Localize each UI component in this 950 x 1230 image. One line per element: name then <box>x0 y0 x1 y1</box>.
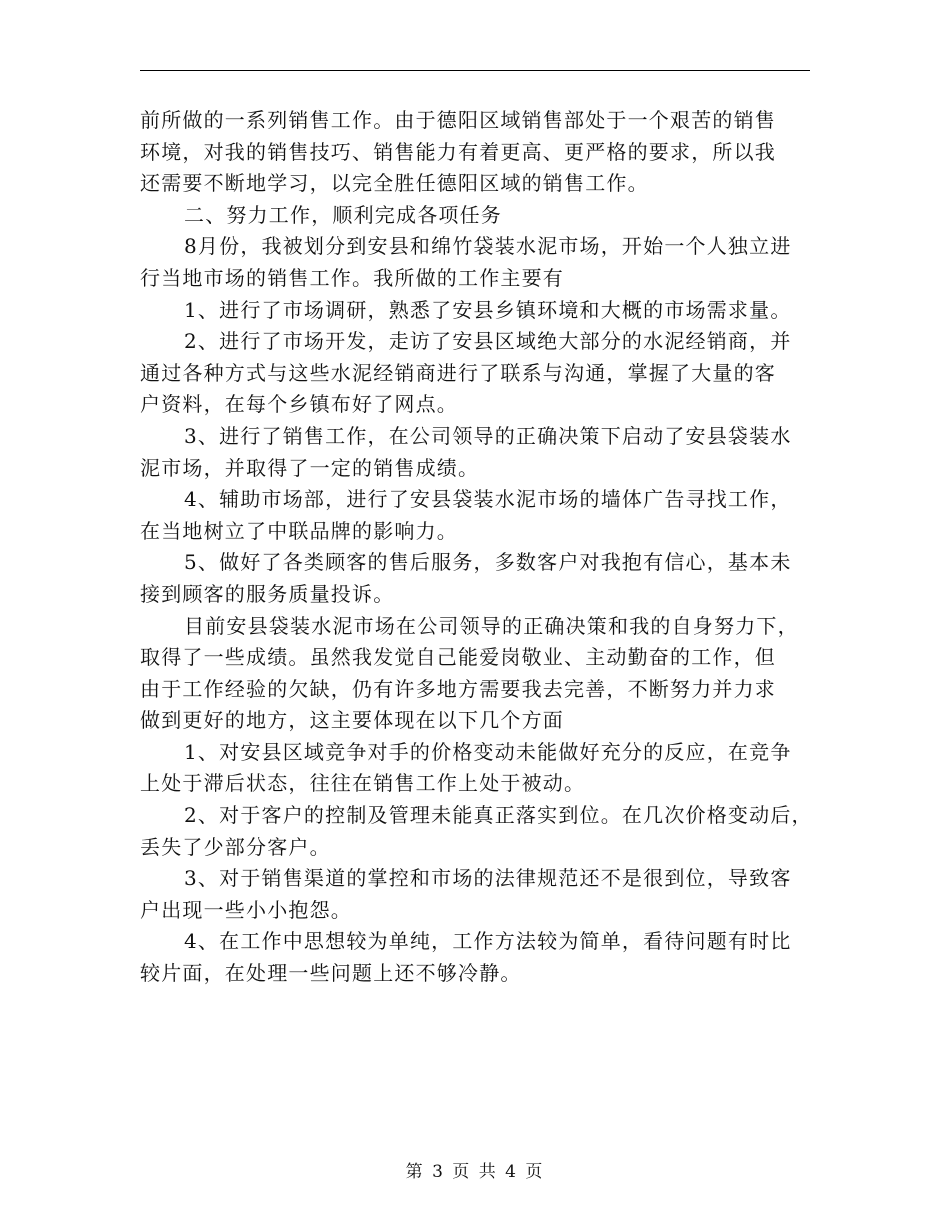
text-line: 泥市场，并取得了一定的销售成绩。 <box>140 455 480 480</box>
text-line: 户资料，在每个乡镇布好了网点。 <box>140 392 458 417</box>
page-footer: 第 3 页 共 4 页 <box>405 1162 545 1182</box>
text-line: 8月份，我被划分到安县和绵竹袋装水泥市场，开始一个人独立进 <box>184 234 792 259</box>
text-line: 接到顾客的服务质量投诉。 <box>140 581 395 606</box>
text-line: 由于工作经验的欠缺，仍有许多地方需要我去完善，不断努力并力求 <box>140 676 776 701</box>
list-item: 4、辅助市场部，进行了安县袋装水泥市场的墙体广告寻找工作， <box>184 487 792 512</box>
list-item: 1、进行了市场调研，熟悉了安县乡镇环境和大概的市场需求量。 <box>184 297 792 322</box>
list-item: 4、在工作中思想较为单纯，工作方法较为简单，看待问题有时比 <box>184 929 792 954</box>
list-item: 2、进行了市场开发，走访了安县区域绝大部分的水泥经销商，并 <box>184 329 792 354</box>
list-item: 3、对于销售渠道的掌控和市场的法律规范还不是很到位，导致客 <box>184 866 792 891</box>
text-line: 还需要不断地学习，以完全胜任德阳区域的销售工作。 <box>140 171 649 196</box>
document-body <box>140 105 815 990</box>
text-line: 前所做的一系列销售工作。由于德阳区域销售部处于一个艰苦的销售 <box>140 108 776 132</box>
text-line: 做到更好的地方，这主要体现在以下几个方面 <box>140 708 564 733</box>
text-line: 行当地市场的销售工作。我所做的工作主要有 <box>140 265 564 290</box>
paragraph-start: 目前安县袋装水泥市场在公司领导的正确决策和我的自身努力下， <box>184 613 799 638</box>
text-line: 在当地树立了中联品牌的影响力。 <box>140 518 458 543</box>
text-line: 丢失了少部分客户。 <box>140 834 331 859</box>
list-item: 2、对于客户的控制及管理未能真正落实到位。在几次价格变动后， <box>184 803 813 828</box>
list-item: 1、对安县区域竞争对手的价格变动未能做好充分的反应，在竞争 <box>184 739 792 764</box>
section-heading: 二、努力工作，顺利完成各项任务 <box>184 202 502 227</box>
text-line: 上处于滞后状态，往往在销售工作上处于被动。 <box>140 771 586 796</box>
text-line: 较片面，在处理一些问题上还不够冷静。 <box>140 961 522 986</box>
header-rule <box>140 70 810 71</box>
text-line: 通过各种方式与这些水泥经销商进行了联系与沟通，掌握了大量的客 <box>140 360 776 385</box>
list-item: 3、进行了销售工作，在公司领导的正确决策下启动了安县袋装水 <box>184 423 792 448</box>
text-line: 取得了一些成绩。虽然我发觉自己能爱岗敬业、主动勤奋的工作，但 <box>140 645 776 670</box>
text-line: 环境，对我的销售技巧、销售能力有着更高、更严格的要求，所以我 <box>140 139 776 164</box>
list-item: 5、做好了各类顾客的售后服务，多数客户对我抱有信心，基本未 <box>184 550 792 575</box>
text-line: 户出现一些小小抱怨。 <box>140 897 352 922</box>
